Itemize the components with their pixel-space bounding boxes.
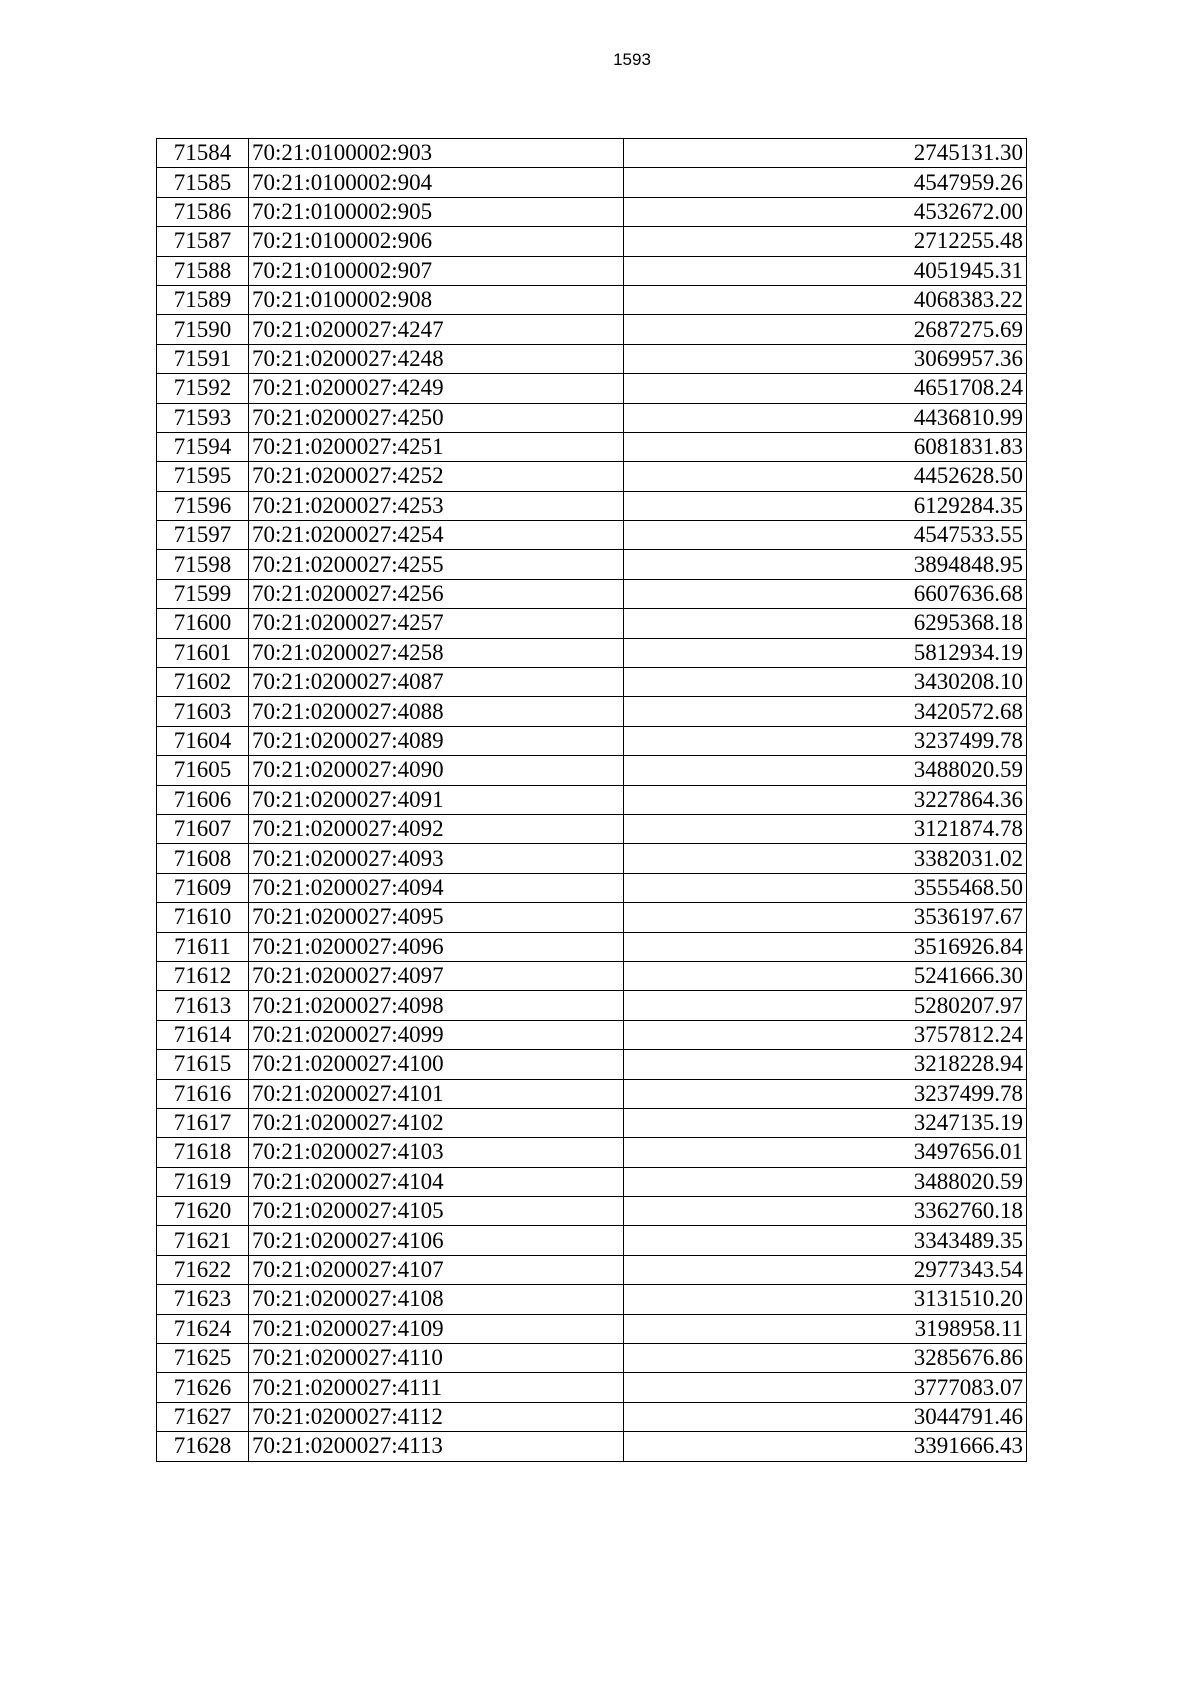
table-row: [157, 844, 1027, 873]
table-row: [157, 579, 1027, 608]
cadastral-value-cell: 2745131.30: [624, 139, 1027, 168]
row-number-cell: 71606: [157, 785, 249, 814]
table-row: [157, 638, 1027, 667]
table-row: [157, 1373, 1027, 1402]
cadastral-number-cell: 70:21:0200027:4256: [249, 579, 624, 608]
table-row: [157, 256, 1027, 285]
table-row: [157, 668, 1027, 697]
cadastral-value-cell: 3516926.84: [624, 932, 1027, 961]
cadastral-value-cell: 4068383.22: [624, 285, 1027, 314]
row-number-cell: 71603: [157, 697, 249, 726]
cadastral-number-cell: 70:21:0100002:903: [249, 139, 624, 168]
cadastral-number-cell: 70:21:0200027:4250: [249, 403, 624, 432]
cadastral-number-cell: 70:21:0200027:4089: [249, 726, 624, 755]
table-row: [157, 491, 1027, 520]
table-row: [157, 1167, 1027, 1196]
cadastral-number-cell: 70:21:0200027:4110: [249, 1344, 624, 1373]
table-row: [157, 726, 1027, 755]
cadastral-value-cell: 3488020.59: [624, 1167, 1027, 1196]
row-number-cell: 71611: [157, 932, 249, 961]
cadastral-number-cell: 70:21:0200027:4106: [249, 1226, 624, 1255]
row-number-cell: 71604: [157, 726, 249, 755]
row-number-cell: 71588: [157, 256, 249, 285]
cadastral-number-cell: 70:21:0200027:4248: [249, 344, 624, 373]
table-row: [157, 961, 1027, 990]
cadastral-number-cell: 70:21:0200027:4099: [249, 1020, 624, 1049]
table-row: [157, 521, 1027, 550]
cadastral-number-cell: 70:21:0200027:4090: [249, 756, 624, 785]
row-number-cell: 71587: [157, 227, 249, 256]
row-number-cell: 71597: [157, 521, 249, 550]
cadastral-value-cell: 3555468.50: [624, 873, 1027, 902]
cadastral-value-cell: 4051945.31: [624, 256, 1027, 285]
cadastral-number-cell: 70:21:0200027:4104: [249, 1167, 624, 1196]
table-row: [157, 1255, 1027, 1284]
row-number-cell: 71602: [157, 668, 249, 697]
row-number-cell: 71591: [157, 344, 249, 373]
table-row: [157, 139, 1027, 168]
cadastral-number-cell: 70:21:0200027:4247: [249, 315, 624, 344]
cadastral-value-cell: 4547959.26: [624, 168, 1027, 197]
row-number-cell: 71617: [157, 1108, 249, 1137]
table-row: [157, 903, 1027, 932]
table-row: [157, 1020, 1027, 1049]
row-number-cell: 71612: [157, 961, 249, 990]
cadastral-value-cell: 3757812.24: [624, 1020, 1027, 1049]
cadastral-value-cell: 6129284.35: [624, 491, 1027, 520]
row-number-cell: 71628: [157, 1432, 249, 1461]
cadastral-value-cell: 4452628.50: [624, 462, 1027, 491]
row-number-cell: 71595: [157, 462, 249, 491]
cadastral-number-cell: 70:21:0200027:4111: [249, 1373, 624, 1402]
cadastral-number-cell: 70:21:0200027:4112: [249, 1402, 624, 1431]
cadastral-value-cell: 2977343.54: [624, 1255, 1027, 1284]
cadastral-number-cell: 70:21:0200027:4092: [249, 814, 624, 843]
cadastral-number-cell: 70:21:0200027:4105: [249, 1197, 624, 1226]
row-number-cell: 71616: [157, 1079, 249, 1108]
cadastral-value-cell: 3488020.59: [624, 756, 1027, 785]
table-row: [157, 1344, 1027, 1373]
row-number-cell: 71615: [157, 1050, 249, 1079]
table-row: [157, 697, 1027, 726]
cadastral-number-cell: 70:21:0100002:905: [249, 197, 624, 226]
cadastral-number-cell: 70:21:0100002:904: [249, 168, 624, 197]
cadastral-value-cell: 3131510.20: [624, 1285, 1027, 1314]
table-row: [157, 1108, 1027, 1137]
table-row: [157, 227, 1027, 256]
table-row: [157, 550, 1027, 579]
row-number-cell: 71624: [157, 1314, 249, 1343]
cadastral-number-cell: 70:21:0200027:4103: [249, 1138, 624, 1167]
cadastral-value-cell: 3362760.18: [624, 1197, 1027, 1226]
cadastral-value-table: [156, 138, 1027, 1462]
cadastral-number-cell: 70:21:0200027:4094: [249, 873, 624, 902]
cadastral-value-cell: 6607636.68: [624, 579, 1027, 608]
table-row: [157, 285, 1027, 314]
cadastral-number-cell: 70:21:0200027:4095: [249, 903, 624, 932]
row-number-cell: 71627: [157, 1402, 249, 1431]
row-number-cell: 71590: [157, 315, 249, 344]
cadastral-value-cell: 2687275.69: [624, 315, 1027, 344]
table-row: [157, 197, 1027, 226]
cadastral-value-cell: 3430208.10: [624, 668, 1027, 697]
cadastral-number-cell: 70:21:0100002:906: [249, 227, 624, 256]
table-row: [157, 1138, 1027, 1167]
cadastral-value-cell: 3382031.02: [624, 844, 1027, 873]
row-number-cell: 71584: [157, 139, 249, 168]
cadastral-value-cell: 3044791.46: [624, 1402, 1027, 1431]
cadastral-number-cell: 70:21:0200027:4087: [249, 668, 624, 697]
cadastral-number-cell: 70:21:0200027:4096: [249, 932, 624, 961]
row-number-cell: 71625: [157, 1344, 249, 1373]
row-number-cell: 71621: [157, 1226, 249, 1255]
table-row: [157, 168, 1027, 197]
row-number-cell: 71620: [157, 1197, 249, 1226]
table-row: [157, 432, 1027, 461]
cadastral-number-cell: 70:21:0200027:4258: [249, 638, 624, 667]
cadastral-number-cell: 70:21:0200027:4109: [249, 1314, 624, 1343]
row-number-cell: 71601: [157, 638, 249, 667]
cadastral-value-cell: 3227864.36: [624, 785, 1027, 814]
cadastral-value-cell: 3237499.78: [624, 1079, 1027, 1108]
cadastral-value-cell: 3121874.78: [624, 814, 1027, 843]
cadastral-number-cell: 70:21:0200027:4252: [249, 462, 624, 491]
cadastral-value-cell: 3391666.43: [624, 1432, 1027, 1461]
row-number-cell: 71619: [157, 1167, 249, 1196]
row-number-cell: 71598: [157, 550, 249, 579]
cadastral-number-cell: 70:21:0200027:4098: [249, 991, 624, 1020]
table-row: [157, 609, 1027, 638]
table-row: [157, 785, 1027, 814]
cadastral-number-cell: 70:21:0200027:4091: [249, 785, 624, 814]
cadastral-number-cell: 70:21:0200027:4108: [249, 1285, 624, 1314]
row-number-cell: 71613: [157, 991, 249, 1020]
cadastral-number-cell: 70:21:0200027:4255: [249, 550, 624, 579]
cadastral-value-cell: 4436810.99: [624, 403, 1027, 432]
cadastral-number-cell: 70:21:0200027:4254: [249, 521, 624, 550]
table-row: [157, 756, 1027, 785]
cadastral-value-cell: 5812934.19: [624, 638, 1027, 667]
row-number-cell: 71585: [157, 168, 249, 197]
cadastral-value-cell: 2712255.48: [624, 227, 1027, 256]
cadastral-number-cell: 70:21:0200027:4249: [249, 374, 624, 403]
table-row: [157, 374, 1027, 403]
table-row: [157, 1432, 1027, 1461]
cadastral-number-cell: 70:21:0200027:4093: [249, 844, 624, 873]
row-number-cell: 71608: [157, 844, 249, 873]
row-number-cell: 71592: [157, 374, 249, 403]
table-body: [157, 139, 1027, 1462]
row-number-cell: 71623: [157, 1285, 249, 1314]
table-row: [157, 462, 1027, 491]
cadastral-value-cell: 3343489.35: [624, 1226, 1027, 1255]
table-row: [157, 403, 1027, 432]
cadastral-number-cell: 70:21:0200027:4088: [249, 697, 624, 726]
table-row: [157, 814, 1027, 843]
row-number-cell: 71610: [157, 903, 249, 932]
cadastral-number-cell: 70:21:0200027:4253: [249, 491, 624, 520]
cadastral-value-cell: 3237499.78: [624, 726, 1027, 755]
table-row: [157, 1314, 1027, 1343]
page-number: 1593: [613, 50, 651, 69]
cadastral-value-cell: 4532672.00: [624, 197, 1027, 226]
row-number-cell: 71589: [157, 285, 249, 314]
cadastral-value-cell: 3247135.19: [624, 1108, 1027, 1137]
table-row: [157, 344, 1027, 373]
row-number-cell: 71596: [157, 491, 249, 520]
table-row: [157, 1079, 1027, 1108]
row-number-cell: 71593: [157, 403, 249, 432]
cadastral-value-cell: 3218228.94: [624, 1050, 1027, 1079]
table-row: [157, 1285, 1027, 1314]
table-row: [157, 991, 1027, 1020]
cadastral-number-cell: 70:21:0100002:907: [249, 256, 624, 285]
row-number-cell: 71605: [157, 756, 249, 785]
table-row: [157, 1402, 1027, 1431]
row-number-cell: 71600: [157, 609, 249, 638]
row-number-cell: 71607: [157, 814, 249, 843]
row-number-cell: 71609: [157, 873, 249, 902]
cadastral-number-cell: 70:21:0200027:4100: [249, 1050, 624, 1079]
cadastral-value-cell: 4651708.24: [624, 374, 1027, 403]
cadastral-number-cell: 70:21:0200027:4101: [249, 1079, 624, 1108]
cadastral-value-cell: 3497656.01: [624, 1138, 1027, 1167]
row-number-cell: 71622: [157, 1255, 249, 1284]
table-row: [157, 873, 1027, 902]
row-number-cell: 71586: [157, 197, 249, 226]
cadastral-value-cell: 3420572.68: [624, 697, 1027, 726]
cadastral-number-cell: 70:21:0200027:4251: [249, 432, 624, 461]
table-row: [157, 932, 1027, 961]
cadastral-value-cell: 6295368.18: [624, 609, 1027, 638]
cadastral-value-cell: 5241666.30: [624, 961, 1027, 990]
row-number-cell: 71626: [157, 1373, 249, 1402]
cadastral-value-cell: 3536197.67: [624, 903, 1027, 932]
table-row: [157, 1226, 1027, 1255]
cadastral-value-cell: 3285676.86: [624, 1344, 1027, 1373]
cadastral-number-cell: 70:21:0200027:4113: [249, 1432, 624, 1461]
table-row: [157, 1197, 1027, 1226]
cadastral-value-cell: 3198958.11: [624, 1314, 1027, 1343]
cadastral-number-cell: 70:21:0100002:908: [249, 285, 624, 314]
row-number-cell: 71594: [157, 432, 249, 461]
table-row: [157, 315, 1027, 344]
cadastral-number-cell: 70:21:0200027:4097: [249, 961, 624, 990]
cadastral-value-cell: 4547533.55: [624, 521, 1027, 550]
cadastral-value-cell: 5280207.97: [624, 991, 1027, 1020]
cadastral-value-cell: 3069957.36: [624, 344, 1027, 373]
table-row: [157, 1050, 1027, 1079]
cadastral-number-cell: 70:21:0200027:4102: [249, 1108, 624, 1137]
cadastral-number-cell: 70:21:0200027:4107: [249, 1255, 624, 1284]
row-number-cell: 71614: [157, 1020, 249, 1049]
row-number-cell: 71618: [157, 1138, 249, 1167]
cadastral-value-cell: 3894848.95: [624, 550, 1027, 579]
cadastral-value-cell: 3777083.07: [624, 1373, 1027, 1402]
cadastral-number-cell: 70:21:0200027:4257: [249, 609, 624, 638]
cadastral-value-cell: 6081831.83: [624, 432, 1027, 461]
row-number-cell: 71599: [157, 579, 249, 608]
